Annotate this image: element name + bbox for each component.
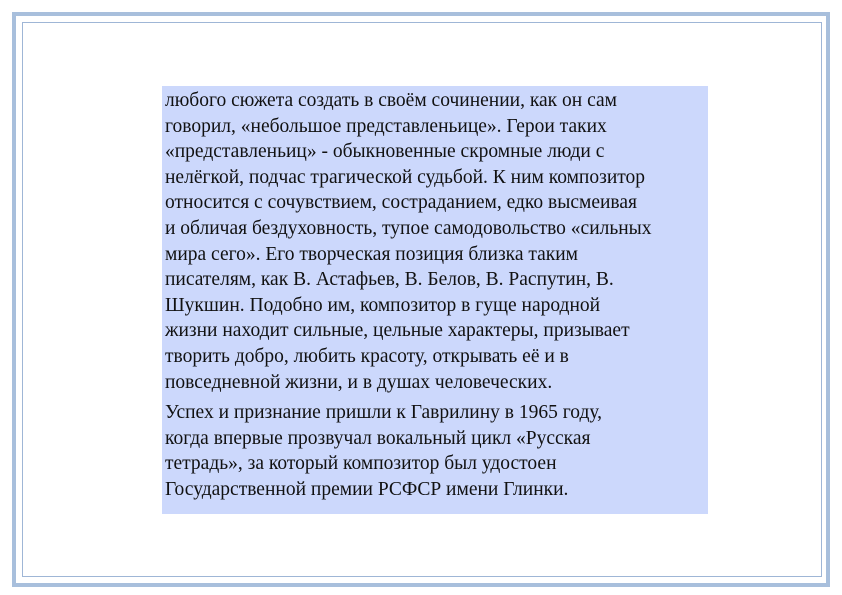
- text-line: писателям, как В. Астафьев, В. Белов, В. Распутин, В.: [165, 269, 614, 291]
- text-box: [162, 86, 708, 514]
- text-line: тетрадь», за который композитор был удостоен: [165, 453, 557, 475]
- text-line: и обличая бездуховность, тупое самодовольство «сильных: [165, 217, 652, 239]
- text-line: творить добро, любить красоту, открывать её и в: [165, 345, 569, 367]
- text-line: нелёгкой, подчас трагической судьбой. К ним композитор: [165, 166, 646, 188]
- text-line: относится с сочувствием, состраданием, едко высмеивая: [165, 192, 637, 214]
- text-line: любого сюжета создать в своём сочинении, как он сам: [165, 90, 617, 111]
- text-line: Успех и признание пришли к Гаврилину в 1965 году,: [165, 402, 603, 424]
- text-line: «представленьиц» - обыкновенные скромные люди с: [165, 141, 605, 163]
- text-line: мира сего». Его творческая позиция близка таким: [165, 243, 579, 265]
- text-line: жизни находит сильные, цельные характеры, призывает: [165, 320, 630, 342]
- text-line: говорил, «небольшое представленьице». Герои таких: [165, 115, 607, 137]
- paragraph-1: [165, 88, 704, 395]
- paragraph-2: [165, 400, 704, 502]
- text-line: Шукшин. Подобно им, композитор в гуще народной: [165, 294, 601, 316]
- text-line: когда впервые прозвучал вокальный цикл «Русская: [165, 427, 591, 449]
- text-line: Государственной премии РСФСР имени Глинки.: [165, 478, 569, 500]
- text-line: повседневной жизни, и в душах человеческих.: [165, 371, 553, 393]
